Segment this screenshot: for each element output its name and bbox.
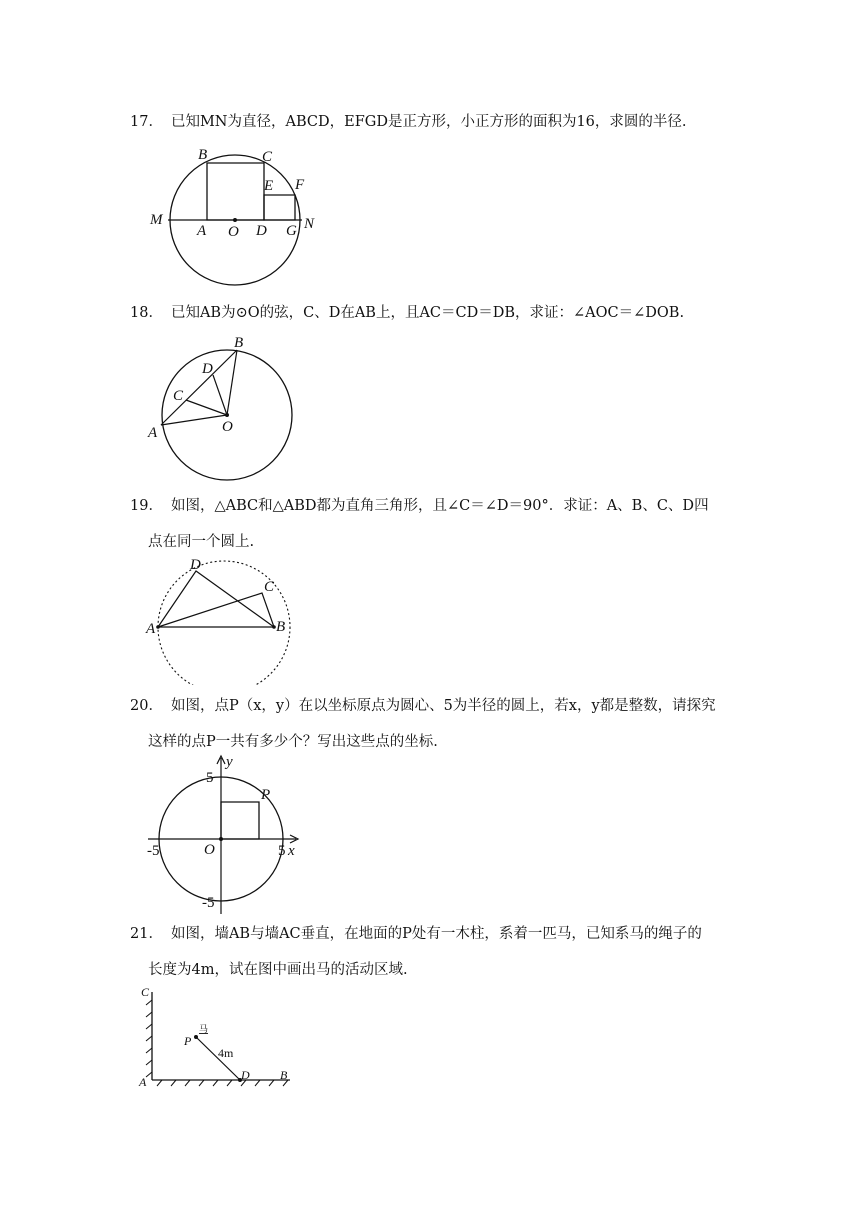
point-p — [194, 1035, 198, 1039]
question-text-continued: 长度为4m，试在图中画出马的活动区域. — [148, 962, 408, 978]
segment-ob — [227, 350, 237, 415]
tick-5-y: 5 — [206, 770, 214, 786]
label-c: C — [173, 388, 184, 404]
horse-label: 马 — [199, 1024, 209, 1034]
origin-point — [219, 837, 223, 841]
label-a: A — [148, 425, 158, 441]
figure-18 — [140, 333, 310, 483]
label-p: P — [261, 787, 271, 803]
figure-20 — [140, 752, 320, 917]
question-17 — [130, 104, 740, 140]
question-line-1 — [130, 916, 740, 952]
label-c: C — [262, 149, 273, 165]
tick-5-x: 5 — [278, 843, 286, 859]
rope-length-label: 4m — [218, 1046, 234, 1060]
question-18 — [130, 295, 740, 331]
label-g: G — [286, 223, 297, 239]
point-rectangle — [221, 802, 259, 839]
question-text: 已知AB为⊙O的弦，C、D在AB上，且AC＝CD＝DB，求证：∠AOC＝∠DOB. — [170, 305, 685, 321]
question-19 — [130, 488, 740, 560]
label-m: M — [150, 212, 163, 228]
label-x: x — [288, 843, 295, 859]
triangle-abd — [158, 571, 274, 627]
label-b: B — [280, 1068, 288, 1082]
question-line-1 — [130, 688, 740, 724]
point-a — [156, 625, 160, 629]
label-c: C — [264, 579, 275, 595]
hatch-ac — [146, 1000, 152, 1077]
segment-oa — [161, 415, 227, 425]
question-number: 17． — [130, 114, 163, 130]
hatch-ab — [157, 1080, 288, 1086]
question-text-continued: 点在同一个圆上. — [148, 534, 255, 550]
label-a: A — [139, 1075, 147, 1089]
figure-17 — [140, 140, 340, 290]
label-d: D — [241, 1068, 250, 1082]
label-f: F — [295, 177, 305, 193]
question-21 — [130, 916, 740, 988]
center-point — [225, 413, 229, 417]
label-o: O — [222, 419, 233, 435]
question-number: 21． — [130, 926, 163, 942]
question-text: 如图，点P（x，y）在以坐标原点为圆心、5为半径的圆上，若x，y都是整数，请探究 — [170, 698, 716, 714]
square-abcd — [207, 163, 264, 220]
question-line-1 — [130, 488, 740, 524]
triangle-abc — [158, 593, 274, 627]
label-o: O — [228, 224, 239, 240]
label-p: P — [184, 1034, 192, 1048]
question-text: 如图，墙AB与墙AC垂直，在地面的P处有一木柱，系着一匹马，已知系马的绳子的 — [170, 926, 702, 942]
question-number: 18． — [130, 305, 163, 321]
figure-19 — [140, 555, 310, 685]
label-d: D — [202, 361, 213, 377]
tick-neg5-x: -5 — [147, 843, 160, 859]
label-d: D — [256, 223, 267, 239]
center-point — [233, 218, 237, 222]
question-20 — [130, 688, 740, 760]
question-text: 已知MN为直径，ABCD，EFGD是正方形，小正方形的面积为16，求圆的半径. — [170, 114, 687, 130]
label-b: B — [276, 619, 286, 635]
label-d: D — [190, 557, 201, 573]
label-c: C — [141, 985, 150, 999]
label-b: B — [198, 147, 208, 163]
label-e: E — [264, 178, 274, 194]
square-efgd — [264, 195, 295, 220]
tick-neg5-y: -5 — [202, 895, 215, 911]
label-y: y — [226, 754, 233, 770]
question-text: 如图，△ABC和△ABD都为直角三角形，且∠C＝∠D＝90°．求证：A、B、C、D四 — [170, 498, 709, 514]
label-b: B — [234, 335, 244, 351]
figure-21 — [130, 982, 310, 1092]
label-a: A — [197, 223, 207, 239]
segment-od — [213, 375, 227, 415]
label-a: A — [146, 621, 156, 637]
question-number: 19． — [130, 498, 163, 514]
question-text-continued: 这样的点P一共有多少个？写出这些点的坐标. — [148, 734, 438, 750]
segment-oc — [186, 400, 227, 415]
question-number: 20． — [130, 698, 163, 714]
label-o: O — [204, 842, 215, 858]
label-n: N — [304, 216, 315, 232]
